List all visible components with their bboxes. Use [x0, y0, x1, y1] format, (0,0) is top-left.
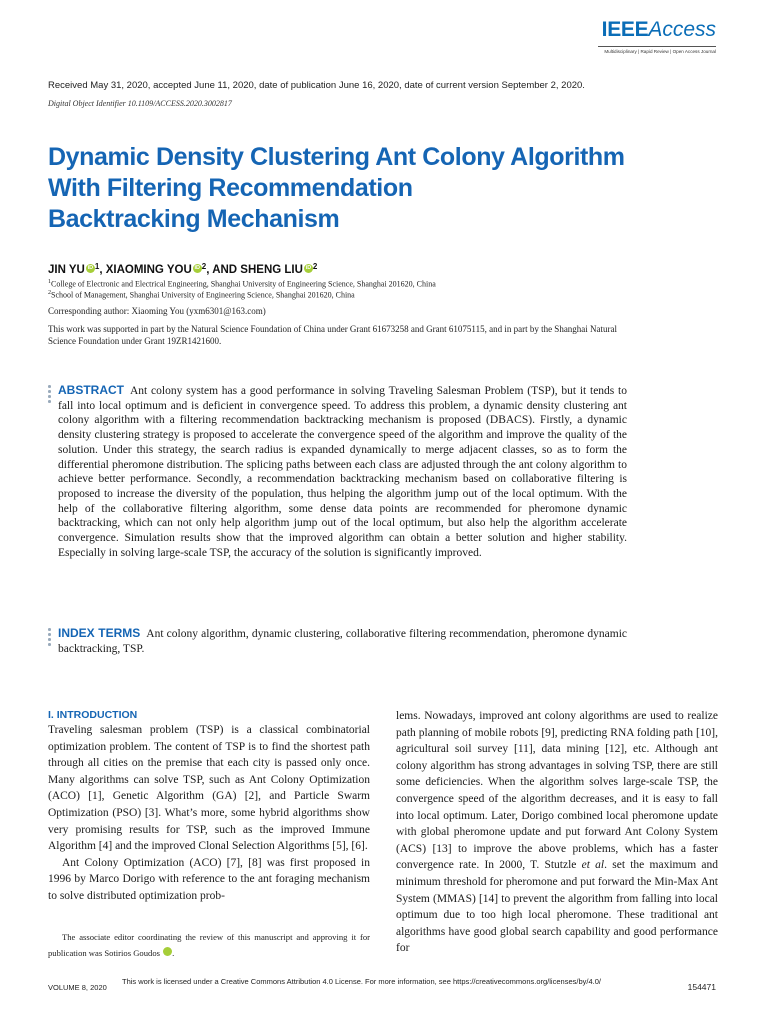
body-text: . set the maximum and minimum threshold for pheromone and put forward the Min-Max Ant System (MMAS) [14] to prevent the algorithm from falling into local optimum due to too high local pheromone. These traditional ant algorithms have good global search capability and good performance for [396, 859, 718, 955]
dotted-marker-icon [48, 385, 52, 405]
received-dates: Received May 31, 2020, accepted June 11, 2020, date of publication June 16, 2020, date of current version September 2, 2020. [48, 80, 585, 91]
author-separator: , [206, 264, 213, 276]
orcid-icon[interactable]: iD [305, 265, 312, 271]
index-terms [58, 626, 627, 656]
license-notice[interactable]: This work is licensed under a Creative Commons Attribution 4.0 License. For more information, see https://creativecommons.org/licenses/by/4.0/ [122, 977, 601, 986]
body-paragraph: Traveling salesman problem (TSP) is a classical combinatorial optimization problem. The content of TSP is to find the shortest path through all cities on the premise that each city is passed only once. Many algorithms can solve TSP, such as Ant Colony Optimization (ACO) [1], Genetic Algorithm (GA) [2], and Particle Swarm Optimization (PSO) [3]. What’s more, some hybrid algorithms show very promising results for TSP, such as the improved Immune Algorithm [4] and the improved Clonal Selection Algorithms [5], [6]. [48, 724, 370, 853]
author-affil-number: 2 [312, 262, 318, 271]
body-text: lems. Nowadays, improved ant colony algorithms are used to realize path planning of mobile robots [9], predicting RNA folding path [10], agricultural soil survey [11], data mining [12], etc. Although ant colony algorithm has strong advantages in solving TSP, there are still some deficiencies. When the algorithm solves large-scale TSP, the convergence speed of the algorithm decreases, and it is easy to fall into local optimum. Later, Dorigo combined local pheromone update with global pheromone update and put forward Ant Colony System (ACS) [13] to improve the above problems, which has a faster convergence rate. In 2000, T. Stutzle [396, 710, 718, 872]
body-paragraph: Ant Colony Optimization (ACO) [7], [8] was first proposed in 1996 by Marco Dorigo with reference to the ant foraging mechanism to solve distributed optimization prob- [48, 856, 370, 902]
affiliation [48, 279, 436, 289]
body-text-italic: et al [581, 859, 605, 872]
title-line: Backtracking Mechanism [48, 205, 340, 233]
author-name: XIAOMING YOU [105, 264, 192, 276]
dotted-marker-icon [48, 628, 52, 648]
index-terms-heading: INDEX TERMS [58, 626, 141, 640]
author-list [48, 262, 317, 276]
page-number: 154471 [687, 982, 716, 992]
body-paragraph [396, 708, 718, 957]
author-affil-number: 1 [94, 262, 100, 271]
brand-bold: IEEE [601, 18, 649, 41]
author-name: JIN YU [48, 264, 85, 276]
author-separator: , [99, 264, 106, 276]
author-name: AND SHENG LIU [212, 264, 303, 276]
corresponding-author: Corresponding author: Xiaoming You (yxm6301@163.com) [48, 306, 266, 316]
logo-rule [598, 46, 716, 47]
title-line: Dynamic Density Clustering Ant Colony Algorithm [48, 143, 625, 171]
paper-title [48, 142, 688, 235]
editor-footnote: The associate editor coordinating the review of this manuscript and approving it for publication was Sotirios Goudos iD. [48, 932, 370, 958]
orcid-icon[interactable]: iD [194, 265, 201, 271]
body-column-right [396, 708, 718, 957]
orcid-icon[interactable]: iD [87, 265, 94, 271]
journal-brand [598, 18, 716, 42]
volume-label: VOLUME 8, 2020 [48, 983, 107, 992]
abstract [58, 383, 627, 560]
abstract-text: Ant colony system has a good performance in solving Traveling Salesman Problem (TSP), but it tends to fall into local optimum and is deficient in convergence speed. To address this problem, a dynamic density clustering ant colony algorithm with a filtering recommendation backtracking mechanism is proposed (DBACS). Firstly, a dynamic density clustering strategy is proposed to accelerate the convergence speed of the algorithm and improve the quality of the solution. Under this strategy, the search radius is expanded dynamically to merge adjacent classes, so as to form the differential pheromone distribution. The splicing paths between each class are adjusted through the ant colony algorithm to achieve better performance. Secondly, a recommendation backtracking mechanism based on collaborative filtering is proposed to increase the diversity of the population, thus helping the algorithm jump out of the local optimum. With the help of the collaborative filtering algorithm, some dense data points are recommended for pheromone dynamic backtracking, which can not only help algorithm jump out of the local optimum, but also help the algorithm accelerate convergence. Simulation results show that the improved algorithm can obtain a better solution and higher stability. Especially in solving large-scale TSP, the accuracy of the solution is significantly improved. [58, 385, 627, 559]
abstract-heading: ABSTRACT [58, 383, 124, 397]
affiliation-text: College of Electronic and Electrical Engineering, Shanghai University of Engineering Science, Shanghai 201620, China [51, 279, 436, 289]
journal-tagline: Multidisciplinary | Rapid Review | Open Access Journal [604, 49, 716, 54]
journal-logo [598, 18, 716, 54]
orcid-icon[interactable]: iD [163, 947, 172, 956]
author-affil-number: 2 [201, 262, 207, 271]
brand-italic: Access [648, 18, 716, 41]
affiliation-number: 2 [48, 290, 51, 296]
affiliation [48, 290, 355, 300]
title-line: With Filtering Recommendation [48, 174, 413, 202]
body-column-left [48, 708, 370, 905]
index-terms-text: Ant colony algorithm, dynamic clustering, collaborative filtering recommendation, pheromone dynamic backtracking, TSP. [58, 628, 628, 655]
footnote-text: The associate editor coordinating the review of this manuscript and approving it for publication was Sotirios Goudos [48, 932, 370, 958]
affiliation-text: School of Management, Shanghai University of Engineering Science, Shanghai 201620, China [51, 290, 355, 300]
affiliation-number: 1 [48, 279, 51, 285]
section-heading: I. INTRODUCTION [48, 709, 138, 721]
funding-statement: This work was supported in part by the Natural Science Foundation of China under Grant 61673258 and Grant 61075115, and in part by the Shanghai Natural Science Foundation under Grant 19ZR1421600. [48, 324, 618, 346]
doi[interactable]: Digital Object Identifier 10.1109/ACCESS.2020.3002817 [48, 99, 232, 108]
